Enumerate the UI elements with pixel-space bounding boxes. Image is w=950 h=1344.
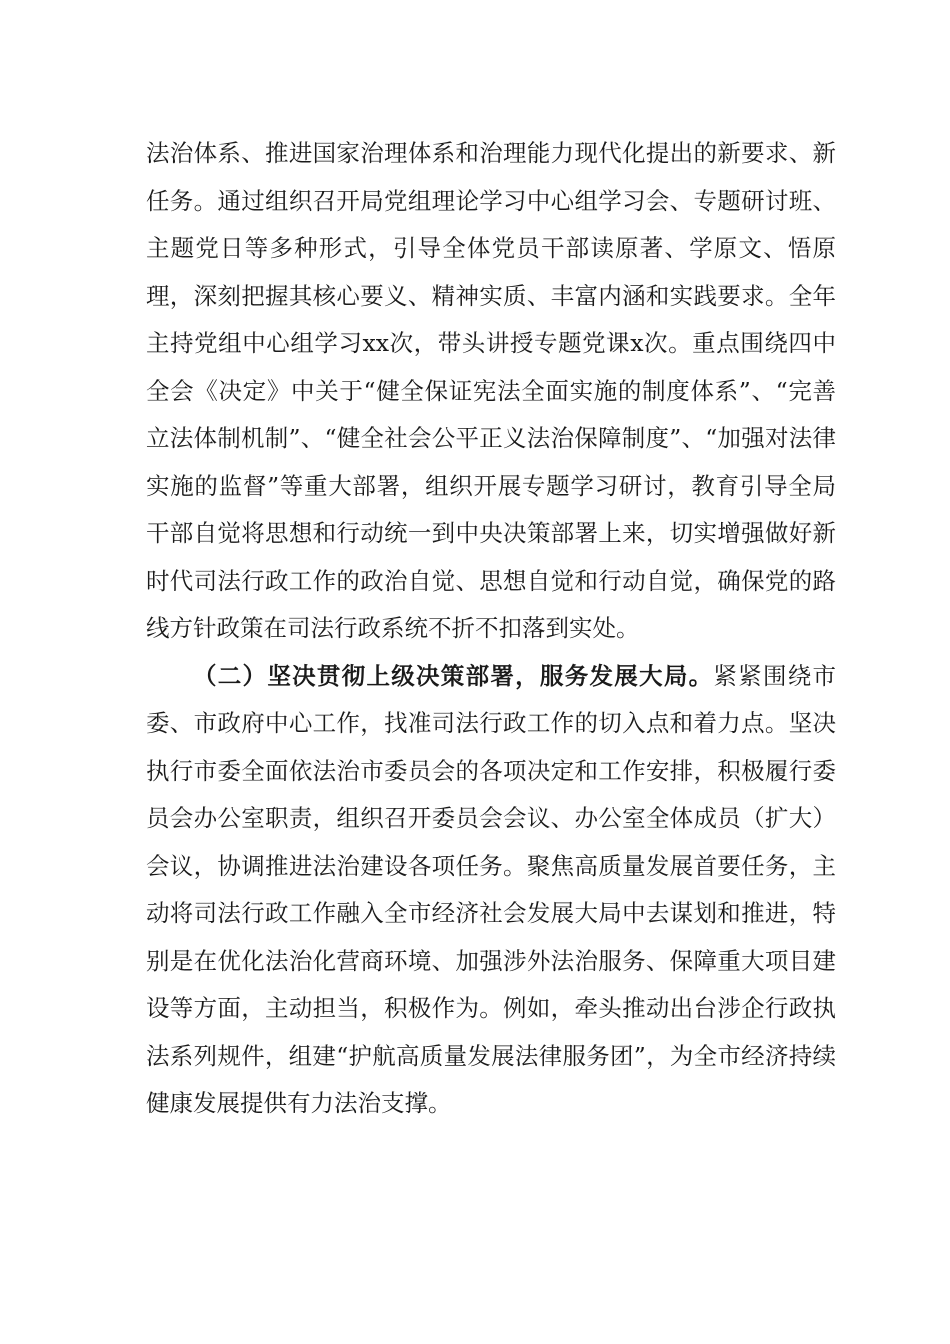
paragraph-text: 紧紧围绕市委、市政府中心工作，找准司法行政工作的切入点和着力点。坚决执行市委全面依法治市委员会的各项决定和工作安排，积极履行委员会办公室职责，组织召开委员会会议、办公室全体成员（扩大）会议，协调推进法治建设各项任务。聚焦高质量发展首要任务，主动将司法行政工作融入全市经济社会发展大局中去谋划和推进，特别是在优化法治化营商环境、加强涉外法治服务、保障重大项目建设等方面，主动担当，积极作为。例如，牵头推动出台涉企行政执法系列规件，组建“护航高质量发展法律服务团”，为全市经济持续健康发展提供有力法治支撑。 <box>146 661 837 1117</box>
section-heading: （二）坚决贯彻上级决策部署，服务发展大局。 <box>193 661 714 690</box>
paragraph-section-2 <box>146 653 836 1128</box>
paragraph-text: 法治体系、推进国家治理体系和治理能力现代化提出的新要求、新任务。通过组织召开局党组理论学习中心组学习会、专题研讨班、主题党日等多种形式，引导全体党员干部读原著、学原文、悟原理，深刻把握其核心要义、精神实质、丰富内涵和实践要求。全年主持党组中心组学习xx次，带头讲授专题党课x次。重点围绕四中全会《决定》中关于“健全保证宪法全面实施的制度体系”、“完善立法体制机制”、“健全社会公平正义法治保障制度”、“加强对法律实施的监督”等重大部署，组织开展专题学习研讨，教育引导全局干部自觉将思想和行动统一到中央决策部署上来，切实增强做好新时代司法行政工作的政治自觉、思想自觉和行动自觉，确保党的路线方针政策在司法行政系统不折不扣落到实处。 <box>146 139 836 642</box>
paragraph-continuation <box>146 130 836 653</box>
document-body <box>146 130 836 1128</box>
